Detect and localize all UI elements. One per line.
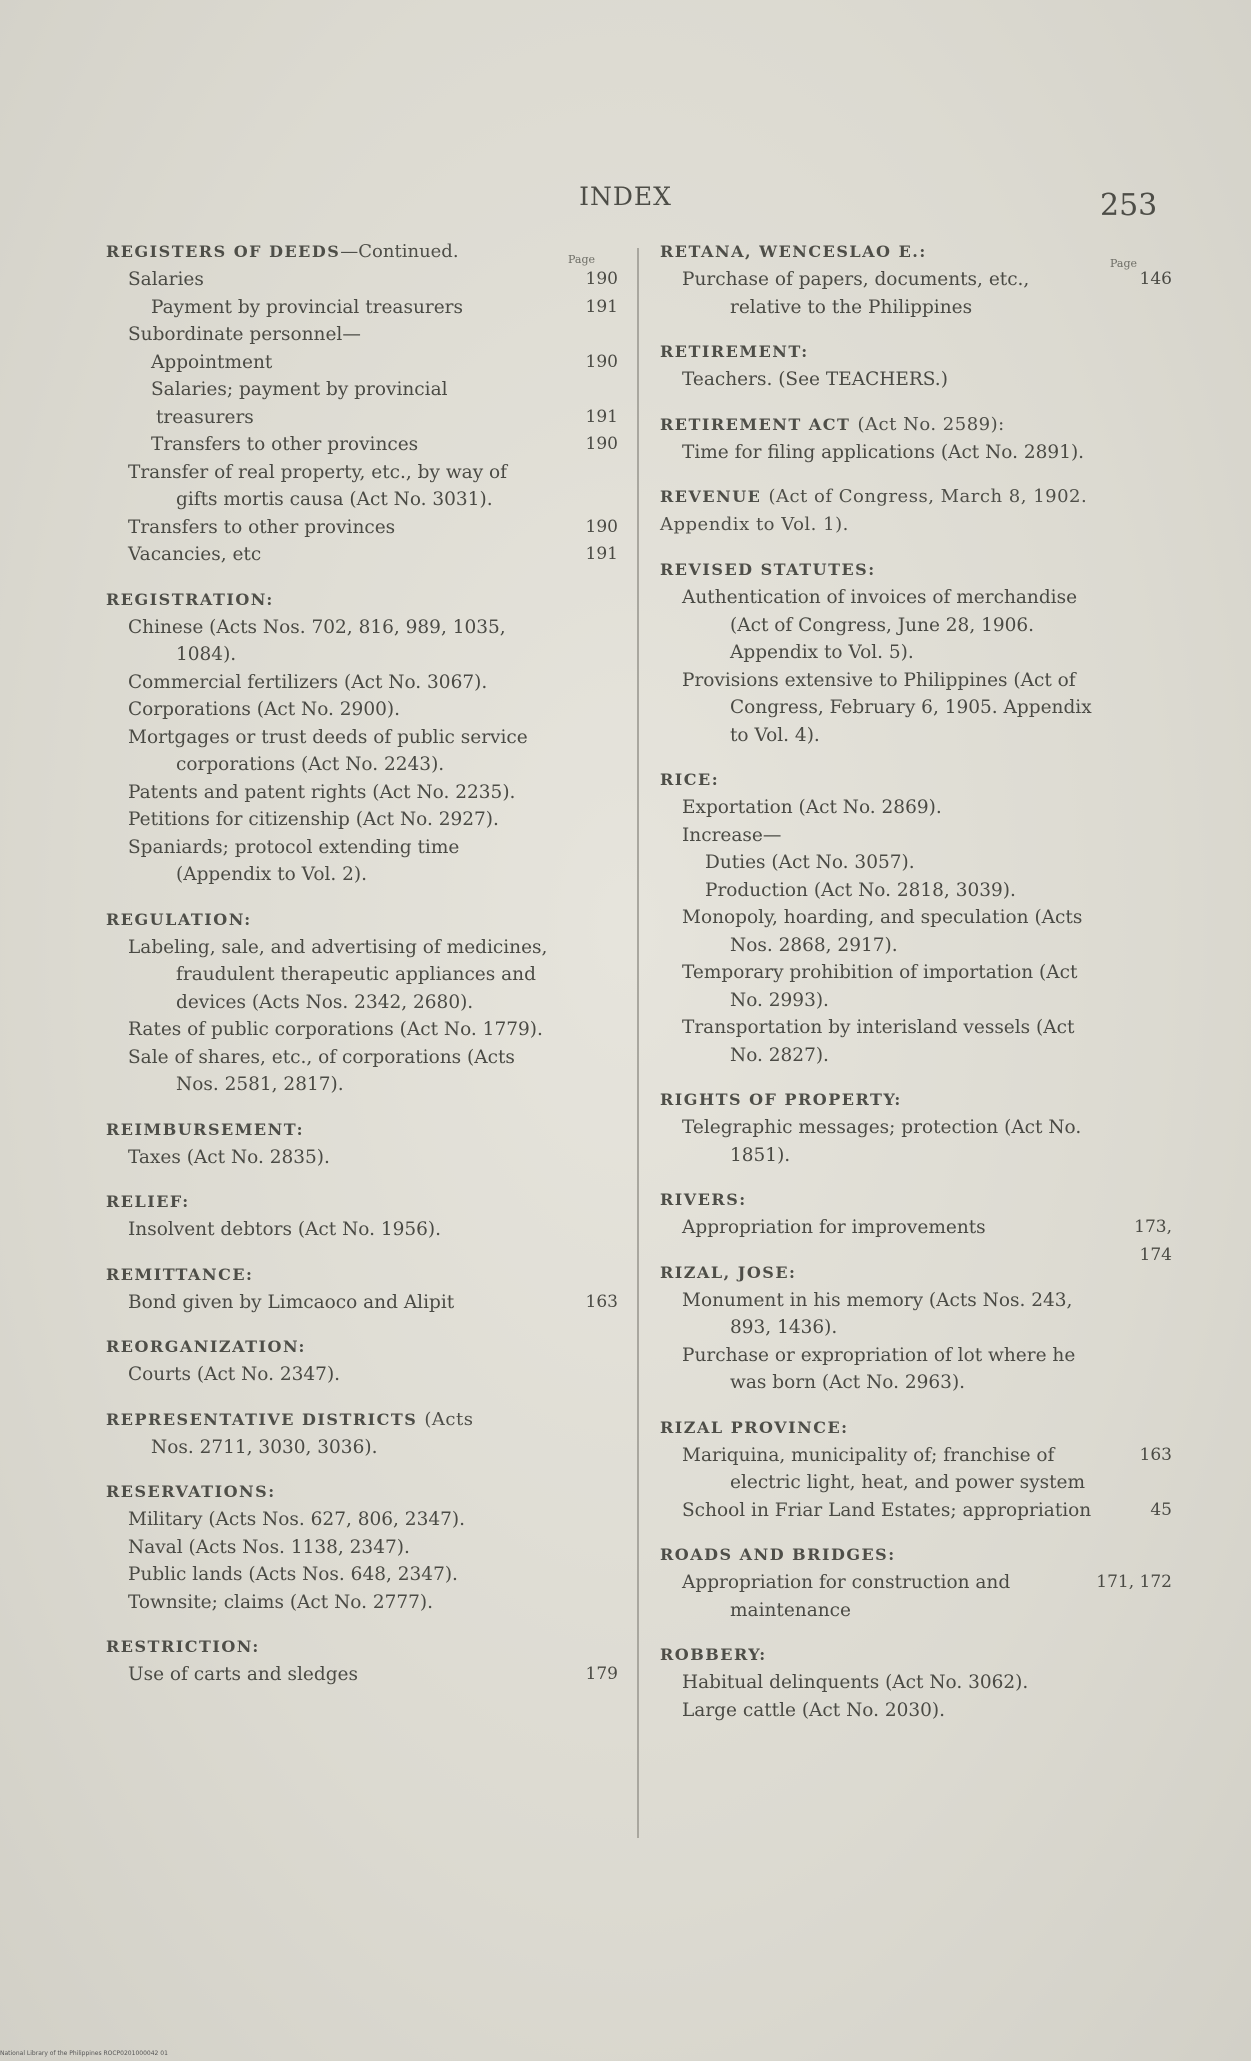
entry-heading (106, 1478, 618, 1506)
line-text: Monument in his memory (Acts Nos. 243, 893, 1436). (682, 1289, 1073, 1338)
index-entry (660, 766, 1172, 1069)
index-line (106, 294, 618, 322)
heading-reference: (Act No. 2589): (857, 413, 1005, 435)
index-entry (660, 1641, 1172, 1724)
page-reference: 191 (585, 544, 618, 564)
index-line (660, 794, 1172, 822)
line-text: Rates of public corporations (Act No. 1779). (128, 1019, 543, 1040)
line-text: Transfers to other provinces (128, 516, 396, 538)
line-text: Spaniards; protocol extending time (Appendix to Vol. 2). (128, 836, 460, 885)
index-entry (106, 906, 618, 1099)
line-text: Transportation by interisland vessels (Act No. 2827). (682, 1017, 1075, 1066)
index-line (660, 1569, 1172, 1624)
line-text: Insolvent debtors (Act No. 1956). (128, 1219, 442, 1240)
entry-heading (660, 483, 1172, 539)
page-reference: 191 (585, 406, 618, 427)
line-text: Provisions extensive to Philippines (Act of Congress, February 6, 1905. Appendix to Vol. 4). (682, 669, 1092, 746)
index-entry (106, 1188, 618, 1244)
line-text: Military (Acts Nos. 627, 806, 2347). (128, 1509, 465, 1530)
index-line (660, 266, 1172, 321)
index-entry (106, 586, 618, 889)
page-reference: 191 (585, 296, 618, 317)
page-reference: 163 (1139, 1444, 1172, 1465)
line-text: Transfer of real property, etc., by way of gifts mortis causa (Act No. 3031). (128, 461, 508, 510)
index-line (660, 1497, 1172, 1525)
heading-text: RIZAL PROVINCE: (660, 1417, 849, 1437)
line-text: Habitual delinquents (Act No. 3062). (682, 1672, 1029, 1693)
entry-heading (660, 1259, 1172, 1287)
line-text: Public lands (Acts Nos. 648, 2347). (128, 1564, 458, 1585)
index-line (660, 1697, 1172, 1725)
heading-text: RIGHTS OF PROPERTY: (660, 1090, 902, 1109)
heading-text: RETIREMENT ACT (660, 414, 851, 434)
entry-heading (660, 238, 1172, 266)
line-text: Townsite; claims (Act No. 2777). (128, 1591, 434, 1613)
index-line (106, 1589, 618, 1617)
line-text: Nos. 2711, 3030, 3036). (151, 1436, 378, 1458)
line-text: Increase— (682, 824, 782, 846)
index-line (106, 696, 618, 724)
index-entry (660, 483, 1172, 539)
index-line (660, 1442, 1172, 1497)
index-entry (106, 1116, 618, 1172)
entry-heading (106, 586, 618, 614)
index-line (106, 1534, 618, 1562)
line-text: Petitions for citizenship (Act No. 2927). (128, 809, 499, 830)
line-text: Temporary prohibition of importation (Act No. 2993). (682, 962, 1078, 1011)
entry-heading (660, 766, 1172, 794)
heading-text: RETIREMENT: (660, 342, 809, 361)
heading-text: RESERVATIONS: (106, 1482, 276, 1501)
heading-text: ROBBERY: (660, 1645, 767, 1664)
index-entry (106, 1261, 618, 1317)
entry-heading (106, 1116, 618, 1144)
index-line (660, 1287, 1172, 1342)
entry-heading (106, 1406, 618, 1434)
line-text: Production (Act No. 2818, 3039). (705, 879, 1016, 901)
line-text: Chinese (Acts Nos. 702, 816, 989, 1035, 1084). (128, 616, 506, 665)
page-reference: 190 (585, 351, 618, 372)
line-text: Authentication of invoices of merchandise (Act of Congress, June 28, 1906. Appendix to Vol. 5). (682, 587, 1078, 663)
line-text: Monopoly, hoarding, and speculation (Acts Nos. 2868, 2917). (682, 907, 1083, 956)
index-entry (106, 1478, 618, 1616)
line-text: Time for filing applications (Act No. 2891). (682, 441, 1085, 463)
index-line (106, 1661, 618, 1689)
index-entry (106, 1406, 618, 1462)
entry-heading (660, 1186, 1172, 1214)
entry-heading (106, 1333, 618, 1361)
line-text: Mariquina, municipality of; franchise of electric light, heat, and power system (682, 1444, 1086, 1493)
index-line (106, 1016, 618, 1044)
heading-text: RIZAL, JOSE: (660, 1262, 797, 1282)
left-page-column-label: Page (568, 253, 596, 266)
index-line (660, 959, 1172, 1014)
index-entry (660, 556, 1172, 749)
line-text: Appropriation for construction and maintenance (682, 1572, 1011, 1621)
line-text: treasurers (156, 406, 254, 428)
line-text: Subordinate personnel— (128, 324, 361, 345)
index-line (660, 1669, 1172, 1697)
line-text: Use of carts and sledges (128, 1664, 358, 1685)
index-line (106, 1561, 618, 1589)
line-text: Mortgages or trust deeds of public service corporations (Act No. 2243). (128, 726, 528, 775)
entry-heading (106, 1633, 618, 1661)
index-entry (660, 238, 1172, 321)
page-reference: 163 (585, 1291, 618, 1312)
heading-text: RESTRICTION: (106, 1637, 260, 1656)
page-reference: 146 (1139, 269, 1172, 289)
entry-heading (660, 338, 1172, 366)
line-text: Payment by provincial treasurers (151, 296, 463, 318)
heading-text: RETANA, WENCESLAO E.: (660, 242, 927, 261)
entry-heading (106, 238, 618, 266)
index-line (106, 266, 618, 294)
line-text: Naval (Acts Nos. 1138, 2347). (128, 1536, 410, 1558)
heading-text: RELIEF: (106, 1192, 190, 1211)
index-entry (106, 1633, 618, 1689)
page-reference: 190 (585, 516, 618, 537)
index-line (106, 321, 618, 349)
line-text: Sale of shares, etc., of corporations (Acts Nos. 2581, 2817). (128, 1046, 515, 1095)
heading-text: REORGANIZATION: (106, 1337, 306, 1356)
index-line (106, 1506, 618, 1534)
line-text: Patents and patent rights (Act No. 2235). (128, 781, 516, 803)
index-line (660, 584, 1172, 667)
index-line (106, 349, 618, 377)
line-text: Bond given by Limcaoco and Alipit (128, 1291, 455, 1313)
index-entry (106, 1333, 618, 1389)
line-text: Salaries (128, 269, 204, 290)
index-line (106, 1434, 618, 1462)
right-page-column-label: Page (1110, 257, 1138, 270)
line-text: Duties (Act No. 3057). (705, 852, 915, 873)
entry-heading (660, 1086, 1172, 1114)
heading-reference: (Act of Congress, March 8, 1902. Appendix to Vol. 1). (660, 486, 1088, 535)
heading-reference: (Acts (424, 1408, 474, 1430)
heading-text: REPRESENTATIVE DISTRICTS (106, 1409, 418, 1429)
heading-text: REGISTRATION: (106, 589, 274, 609)
line-text: Courts (Act No. 2347). (128, 1364, 341, 1385)
line-text: Large cattle (Act No. 2030). (682, 1699, 946, 1721)
index-entry (660, 1259, 1172, 1397)
index-line (660, 877, 1172, 905)
index-line (660, 1214, 1172, 1265)
index-line (106, 779, 618, 807)
line-text: Taxes (Act No. 2835). (128, 1146, 330, 1168)
index-line (106, 404, 618, 432)
heading-text: REVISED STATUTES: (660, 560, 876, 579)
entry-heading (660, 1541, 1172, 1569)
page-reference: 171, 172 (1096, 1572, 1172, 1592)
index-line (660, 1342, 1172, 1397)
heading-text: RICE: (660, 770, 720, 789)
index-line (106, 431, 618, 459)
heading-text: ROADS AND BRIDGES: (660, 1545, 896, 1564)
index-entry (660, 1541, 1172, 1624)
heading-text: REMITTANCE: (106, 1264, 254, 1284)
index-entry (106, 238, 618, 569)
entry-heading (106, 1188, 618, 1216)
index-line (660, 1014, 1172, 1069)
index-line (106, 614, 618, 669)
line-text: Teachers. (See TEACHERS.) (682, 369, 948, 390)
line-text: Labeling, sale, and advertising of medicines, fraudulent therapeutic appliances and devices (Acts Nos. 2342, 2680). (128, 936, 548, 1013)
right-index-column (660, 238, 1172, 1741)
index-line (106, 806, 618, 834)
left-index-column (106, 238, 618, 1706)
line-text: Salaries; payment by provincial (151, 379, 448, 400)
entry-heading (660, 1641, 1172, 1669)
index-line (106, 1289, 618, 1317)
line-text: Transfers to other provinces (151, 434, 419, 455)
index-line (106, 1044, 618, 1099)
index-line (106, 514, 618, 542)
index-line (660, 904, 1172, 959)
index-line (106, 1361, 618, 1389)
entry-heading (660, 556, 1172, 584)
entry-heading (660, 1414, 1172, 1442)
entry-heading (660, 411, 1172, 439)
entry-heading (106, 906, 618, 934)
line-text: Telegraphic messages; protection (Act No. 1851). (682, 1117, 1082, 1166)
line-text: Appointment (151, 351, 273, 373)
column-divider (637, 248, 639, 1838)
index-entry (660, 411, 1172, 467)
index-line (106, 834, 618, 889)
page-title: INDEX (579, 182, 672, 211)
footer-credit: National Library of the Philippines ROCP0201000042 01 (0, 2050, 168, 2057)
index-line (660, 822, 1172, 850)
heading-text: REIMBURSEMENT: (106, 1119, 304, 1139)
heading-text: REVENUE (660, 487, 762, 506)
index-line (660, 849, 1172, 877)
heading-text: REGISTERS OF DEEDS (106, 242, 341, 261)
index-entry (660, 1414, 1172, 1525)
index-line (106, 1216, 618, 1244)
line-text: Exportation (Act No. 2869). (682, 797, 942, 818)
heading-text: RIVERS: (660, 1190, 747, 1209)
index-line (660, 667, 1172, 750)
index-entry (660, 1086, 1172, 1169)
index-line (660, 366, 1172, 394)
line-text: School in Friar Land Estates; appropriation (682, 1499, 1092, 1521)
index-line (660, 1114, 1172, 1169)
heading-continued: —Continued. (340, 241, 459, 262)
index-entry (660, 338, 1172, 394)
index-line (660, 439, 1172, 467)
line-text: Vacancies, etc (128, 544, 262, 565)
entry-heading (106, 1261, 618, 1289)
index-line (106, 724, 618, 779)
index-entry (660, 1186, 1172, 1265)
index-line (106, 669, 618, 697)
page-reference: 179 (585, 1664, 618, 1684)
line-text: Purchase or expropriation of lot where he was born (Act No. 2963). (682, 1344, 1076, 1393)
page-reference: 190 (585, 269, 618, 289)
index-line (106, 541, 618, 569)
line-text: Appropriation for improvements (682, 1217, 986, 1238)
index-line (106, 1144, 618, 1172)
heading-text: REGULATION: (106, 909, 252, 929)
index-line (106, 934, 618, 1017)
page-number: 253 (1100, 188, 1158, 223)
page-reference: 173, 174 (1134, 1217, 1172, 1265)
page-reference: 45 (1150, 1499, 1172, 1520)
line-text: Corporations (Act No. 2900). (128, 699, 400, 720)
index-line (106, 459, 618, 514)
page-reference: 190 (585, 434, 618, 454)
line-text: Purchase of papers, documents, etc., relative to the Philippines (682, 269, 1030, 318)
line-text: Commercial fertilizers (Act No. 3067). (128, 671, 488, 693)
index-line (106, 376, 618, 404)
